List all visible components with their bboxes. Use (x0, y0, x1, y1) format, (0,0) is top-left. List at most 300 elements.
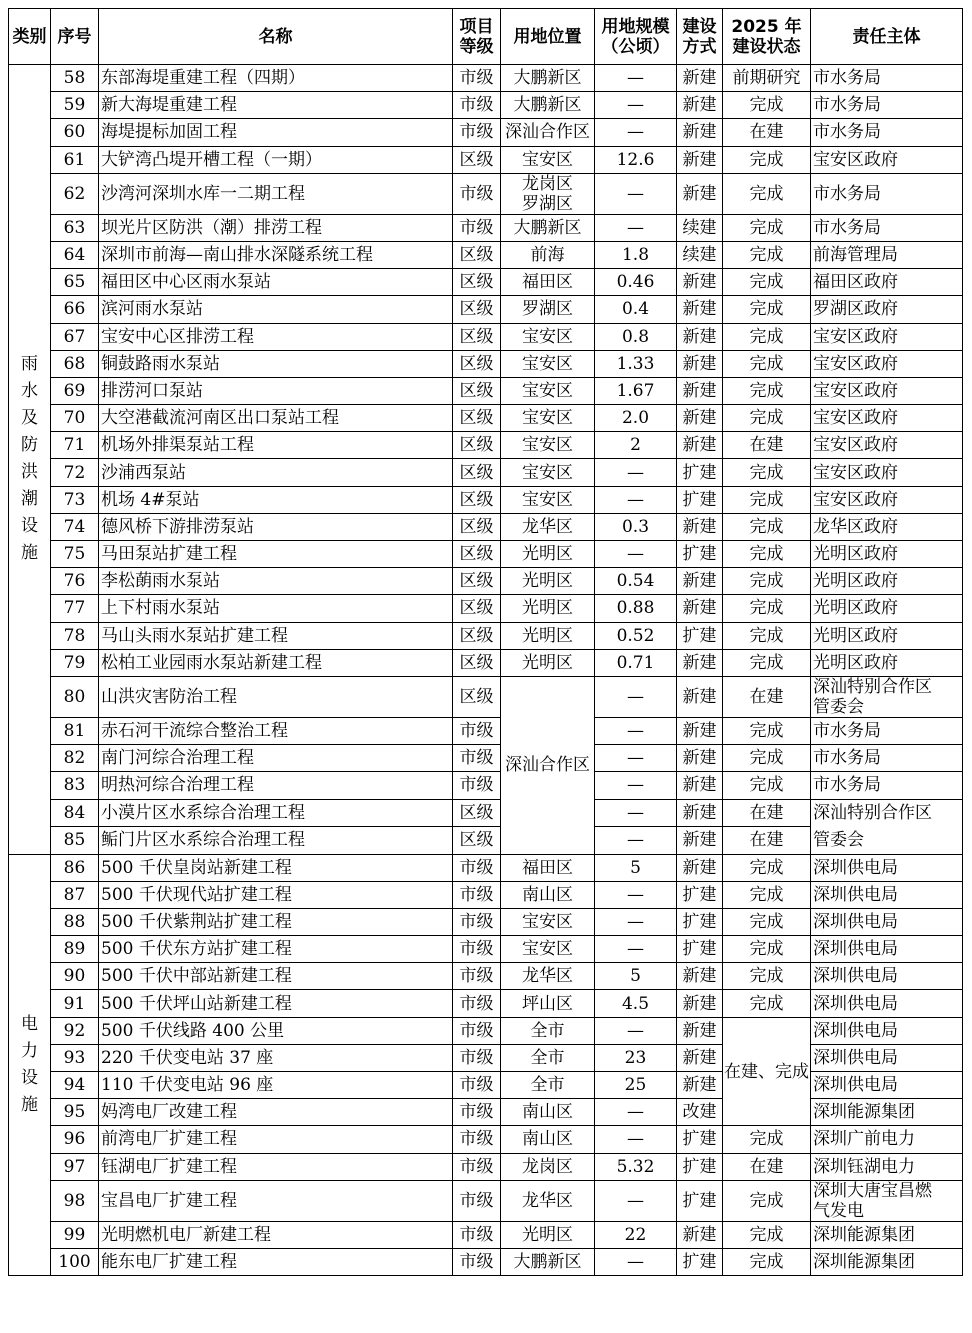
row-owner-line2: 气发电 (813, 1200, 864, 1221)
row-status: 完成 (723, 513, 811, 540)
row-scale: 0.8 (595, 323, 677, 350)
row-owner: 宝安区政府 (811, 377, 963, 404)
row-status: 完成 (723, 269, 811, 296)
row-method: 新建 (677, 119, 723, 146)
row-level: 区级 (453, 350, 501, 377)
row-owner-line1: 深圳大唐宝昌燃 (813, 1180, 932, 1201)
header-owner: 责任主体 (811, 9, 963, 65)
table-row (9, 513, 963, 540)
row-status: 在建 (723, 827, 811, 855)
row-scale: — (595, 214, 677, 241)
header-scale-line1: 用地规模 (601, 16, 670, 37)
row-status: 完成 (723, 622, 811, 649)
header-location: 用地位置 (501, 9, 595, 65)
row-scale: 2.0 (595, 405, 677, 432)
row-level: 市级 (453, 881, 501, 908)
row-status: 在建 (723, 119, 811, 146)
row-location: 光明区 (501, 649, 595, 676)
row-location: 光明区 (501, 568, 595, 595)
row-location: 大鹏新区 (501, 92, 595, 119)
row-location: 全市 (501, 1044, 595, 1071)
row-owner: 深圳钰湖电力 (811, 1153, 963, 1180)
row-location: 宝安区 (501, 405, 595, 432)
row-status: 完成 (723, 405, 811, 432)
row-index: 72 (51, 459, 99, 486)
row-index: 91 (51, 990, 99, 1017)
row-index: 60 (51, 119, 99, 146)
row-level: 区级 (453, 827, 501, 855)
row-index: 64 (51, 241, 99, 268)
row-status: 在建 (723, 676, 811, 717)
row-location: 光明区 (501, 595, 595, 622)
row-method: 扩建 (677, 936, 723, 963)
row-location: 大鹏新区 (501, 65, 595, 92)
row-index: 79 (51, 649, 99, 676)
row-status: 完成 (723, 595, 811, 622)
table-row (9, 936, 963, 963)
header-scale-line2: （公顷） (601, 36, 670, 57)
row-method: 新建 (677, 827, 723, 855)
header-level-line2: 等级 (459, 36, 494, 57)
row-level: 市级 (453, 119, 501, 146)
table-row (9, 269, 963, 296)
row-index: 70 (51, 405, 99, 432)
table-row (9, 119, 963, 146)
row-method: 新建 (677, 432, 723, 459)
row-owner: 深圳能源集团 (811, 1248, 963, 1275)
row-index: 73 (51, 486, 99, 513)
row-name: 500 千伏皇岗站新建工程 (99, 854, 453, 881)
row-index: 66 (51, 296, 99, 323)
row-location-line2: 罗湖区 (522, 193, 573, 214)
row-owner: 深圳供电局 (811, 854, 963, 881)
row-index: 96 (51, 1126, 99, 1153)
row-index: 69 (51, 377, 99, 404)
row-location: 前海 (501, 241, 595, 268)
row-owner: 光明区政府 (811, 622, 963, 649)
row-location: 南山区 (501, 1126, 595, 1153)
row-status: 完成 (723, 350, 811, 377)
category-flood (9, 65, 51, 855)
row-method: 扩建 (677, 622, 723, 649)
row-index: 77 (51, 595, 99, 622)
row-name: 滨河雨水泵站 (99, 296, 453, 323)
table-row (9, 717, 963, 744)
row-method: 新建 (677, 405, 723, 432)
row-owner: 宝安区政府 (811, 432, 963, 459)
row-status: 完成 (723, 486, 811, 513)
row-owner: 市水务局 (811, 173, 963, 214)
row-status: 完成 (723, 323, 811, 350)
row-name: 东部海堤重建工程（四期） (99, 65, 453, 92)
row-scale: 0.88 (595, 595, 677, 622)
row-index: 97 (51, 1153, 99, 1180)
row-name: 大空港截流河南区出口泵站工程 (99, 405, 453, 432)
row-owner: 深圳广前电力 (811, 1126, 963, 1153)
row-status: 在建 (723, 1153, 811, 1180)
row-index: 87 (51, 881, 99, 908)
row-name: 220 千伏变电站 37 座 (99, 1044, 453, 1071)
row-status: 完成 (723, 936, 811, 963)
table-row (9, 799, 963, 827)
row-level: 市级 (453, 963, 501, 990)
row-name: 铜鼓路雨水泵站 (99, 350, 453, 377)
row-location: 龙华区 (501, 963, 595, 990)
row-index: 90 (51, 963, 99, 990)
row-status: 完成 (723, 963, 811, 990)
row-scale: 1.33 (595, 350, 677, 377)
row-method: 新建 (677, 173, 723, 214)
row-level: 市级 (453, 214, 501, 241)
row-level: 市级 (453, 1248, 501, 1275)
row-location: 光明区 (501, 622, 595, 649)
table-row (9, 432, 963, 459)
row-level: 市级 (453, 92, 501, 119)
row-owner: 深圳供电局 (811, 963, 963, 990)
table-row (9, 323, 963, 350)
row-owner (811, 676, 963, 717)
row-owner: 市水务局 (811, 214, 963, 241)
row-status: 完成 (723, 745, 811, 772)
row-name: 钰湖电厂扩建工程 (99, 1153, 453, 1180)
row-index: 76 (51, 568, 99, 595)
table-row (9, 486, 963, 513)
row-name: 沙湾河深圳水库一二期工程 (99, 173, 453, 214)
row-owner (811, 1180, 963, 1221)
row-status: 完成 (723, 377, 811, 404)
row-index: 61 (51, 146, 99, 173)
row-index: 83 (51, 772, 99, 799)
row-level: 市级 (453, 1180, 501, 1221)
table-row (9, 92, 963, 119)
row-index: 58 (51, 65, 99, 92)
row-level: 市级 (453, 1126, 501, 1153)
row-scale: 22 (595, 1221, 677, 1248)
table-row (9, 296, 963, 323)
row-location: 南山区 (501, 1099, 595, 1126)
row-method: 续建 (677, 214, 723, 241)
row-location: 宝安区 (501, 459, 595, 486)
row-index: 85 (51, 827, 99, 855)
row-scale: 5 (595, 854, 677, 881)
row-index: 80 (51, 676, 99, 717)
row-location (501, 173, 595, 214)
row-method: 新建 (677, 1221, 723, 1248)
row-method: 扩建 (677, 908, 723, 935)
row-level: 市级 (453, 908, 501, 935)
category-power (9, 854, 51, 1276)
category-flood-label: 雨水及防洪潮设施 (21, 354, 38, 564)
row-scale: — (595, 486, 677, 513)
row-owner: 深圳能源集团 (811, 1221, 963, 1248)
row-scale: 1.8 (595, 241, 677, 268)
row-scale: 25 (595, 1072, 677, 1099)
row-level: 市级 (453, 936, 501, 963)
row-level: 市级 (453, 1221, 501, 1248)
row-owner: 罗湖区政府 (811, 296, 963, 323)
row-index: 95 (51, 1099, 99, 1126)
row-location: 宝安区 (501, 432, 595, 459)
header-scale (595, 9, 677, 65)
row-index: 82 (51, 745, 99, 772)
header-level (453, 9, 501, 65)
row-scale: — (595, 1099, 677, 1126)
row-status: 完成 (723, 881, 811, 908)
row-level: 市级 (453, 173, 501, 214)
row-method: 新建 (677, 1072, 723, 1099)
row-scale: — (595, 1248, 677, 1275)
row-name: 机场外排渠泵站工程 (99, 432, 453, 459)
row-index: 99 (51, 1221, 99, 1248)
row-level: 区级 (453, 541, 501, 568)
row-name: 福田区中心区雨水泵站 (99, 269, 453, 296)
row-owner: 深圳能源集团 (811, 1099, 963, 1126)
row-index: 84 (51, 799, 99, 827)
row-index: 92 (51, 1017, 99, 1044)
row-index: 86 (51, 854, 99, 881)
row-method: 新建 (677, 568, 723, 595)
table-row (9, 649, 963, 676)
row-level: 区级 (453, 513, 501, 540)
row-owner: 深圳供电局 (811, 990, 963, 1017)
table-row (9, 990, 963, 1017)
row-level: 市级 (453, 772, 501, 799)
row-owner: 市水务局 (811, 65, 963, 92)
row-method: 新建 (677, 676, 723, 717)
row-method: 扩建 (677, 459, 723, 486)
row-owner: 光明区政府 (811, 595, 963, 622)
row-method: 扩建 (677, 881, 723, 908)
row-scale: — (595, 676, 677, 717)
row-owner-line1: 深汕特别合作区 (813, 676, 932, 697)
row-scale: — (595, 119, 677, 146)
row-scale: 5 (595, 963, 677, 990)
row-method: 续建 (677, 241, 723, 268)
row-status: 完成 (723, 990, 811, 1017)
table-row (9, 1126, 963, 1153)
row-location: 大鹏新区 (501, 214, 595, 241)
row-status: 完成 (723, 1221, 811, 1248)
row-level: 市级 (453, 745, 501, 772)
row-name: 赤石河干流综合整治工程 (99, 717, 453, 744)
row-method: 新建 (677, 963, 723, 990)
row-method: 新建 (677, 649, 723, 676)
row-level: 市级 (453, 717, 501, 744)
header-row (9, 9, 963, 65)
table-row (9, 405, 963, 432)
row-index: 63 (51, 214, 99, 241)
table-row (9, 1017, 963, 1044)
row-status: 完成 (723, 146, 811, 173)
row-owner: 市水务局 (811, 119, 963, 146)
row-index: 74 (51, 513, 99, 540)
row-index: 68 (51, 350, 99, 377)
table-row (9, 772, 963, 799)
row-status: 完成 (723, 1126, 811, 1153)
row-name: 110 千伏变电站 96 座 (99, 1072, 453, 1099)
row-scale: — (595, 459, 677, 486)
row-name: 德风桥下游排涝泵站 (99, 513, 453, 540)
row-index: 100 (51, 1248, 99, 1275)
row-owner: 深圳供电局 (811, 908, 963, 935)
row-index: 78 (51, 622, 99, 649)
row-index: 59 (51, 92, 99, 119)
table-row (9, 146, 963, 173)
row-location: 宝安区 (501, 350, 595, 377)
row-location: 龙华区 (501, 513, 595, 540)
row-index: 94 (51, 1072, 99, 1099)
row-name: 明热河综合治理工程 (99, 772, 453, 799)
row-name: 马田泵站扩建工程 (99, 541, 453, 568)
row-scale: — (595, 1126, 677, 1153)
row-scale: — (595, 65, 677, 92)
table-row (9, 963, 963, 990)
row-scale: 1.67 (595, 377, 677, 404)
header-method-line2: 方式 (682, 36, 717, 57)
row-owner: 龙华区政府 (811, 513, 963, 540)
row-owner: 宝安区政府 (811, 350, 963, 377)
row-method: 扩建 (677, 486, 723, 513)
row-location: 光明区 (501, 1221, 595, 1248)
row-method: 新建 (677, 854, 723, 881)
row-owner-merged-line2: 管委会 (813, 829, 864, 850)
header-status (723, 9, 811, 65)
table-row (9, 65, 963, 92)
row-status: 完成 (723, 1248, 811, 1275)
table-row (9, 1072, 963, 1099)
row-name: 宝昌电厂扩建工程 (99, 1180, 453, 1221)
header-status-line1: 2025 年 (731, 16, 802, 37)
row-index: 98 (51, 1180, 99, 1221)
row-method: 扩建 (677, 1180, 723, 1221)
table-row (9, 541, 963, 568)
row-method: 新建 (677, 717, 723, 744)
row-method: 新建 (677, 350, 723, 377)
row-name: 排涝河口泵站 (99, 377, 453, 404)
row-name: 500 千伏现代站扩建工程 (99, 881, 453, 908)
row-owner: 宝安区政府 (811, 146, 963, 173)
row-location: 宝安区 (501, 377, 595, 404)
table-row (9, 745, 963, 772)
header-name: 名称 (99, 9, 453, 65)
row-method: 扩建 (677, 1126, 723, 1153)
row-scale: 0.54 (595, 568, 677, 595)
row-name: 500 千伏线路 400 公里 (99, 1017, 453, 1044)
row-method: 新建 (677, 323, 723, 350)
row-status: 完成 (723, 92, 811, 119)
row-name: 松柏工业园雨水泵站新建工程 (99, 649, 453, 676)
row-owner: 市水务局 (811, 745, 963, 772)
table-row (9, 1248, 963, 1275)
table-row (9, 1221, 963, 1248)
row-method: 扩建 (677, 1153, 723, 1180)
row-status-merged (723, 1017, 811, 1126)
row-owner-merged (811, 799, 963, 854)
row-owner: 光明区政府 (811, 541, 963, 568)
row-level: 市级 (453, 1099, 501, 1126)
row-method: 新建 (677, 595, 723, 622)
row-location: 全市 (501, 1072, 595, 1099)
row-method: 新建 (677, 990, 723, 1017)
table-row (9, 881, 963, 908)
row-method: 新建 (677, 377, 723, 404)
row-scale: — (595, 772, 677, 799)
row-owner: 宝安区政府 (811, 486, 963, 513)
row-name: 500 千伏中部站新建工程 (99, 963, 453, 990)
row-scale: — (595, 1180, 677, 1221)
row-scale: — (595, 908, 677, 935)
row-level: 区级 (453, 799, 501, 827)
row-location: 宝安区 (501, 908, 595, 935)
row-scale: — (595, 173, 677, 214)
row-index: 88 (51, 908, 99, 935)
row-name: 光明燃机电厂新建工程 (99, 1221, 453, 1248)
row-status: 完成 (723, 1180, 811, 1221)
row-owner: 宝安区政府 (811, 323, 963, 350)
row-level: 区级 (453, 269, 501, 296)
row-index: 81 (51, 717, 99, 744)
row-owner: 市水务局 (811, 92, 963, 119)
row-scale: — (595, 827, 677, 855)
row-scale: — (595, 92, 677, 119)
row-level: 区级 (453, 377, 501, 404)
row-location: 龙华区 (501, 1180, 595, 1221)
row-method: 新建 (677, 296, 723, 323)
table-row (9, 1153, 963, 1180)
row-name: 500 千伏紫荆站扩建工程 (99, 908, 453, 935)
row-status-merged-text: 在建、完成 (724, 1061, 809, 1082)
row-status: 在建 (723, 432, 811, 459)
row-level: 区级 (453, 568, 501, 595)
row-scale: — (595, 541, 677, 568)
header-level-line1: 项目 (459, 16, 494, 37)
row-owner-line2: 管委会 (813, 696, 864, 717)
row-owner: 深圳供电局 (811, 1072, 963, 1099)
table-row (9, 173, 963, 214)
row-location: 宝安区 (501, 936, 595, 963)
row-status: 完成 (723, 459, 811, 486)
row-index: 93 (51, 1044, 99, 1071)
row-location: 深汕合作区 (501, 119, 595, 146)
row-scale: — (595, 936, 677, 963)
row-location: 坪山区 (501, 990, 595, 1017)
table-row (9, 1099, 963, 1126)
row-index: 71 (51, 432, 99, 459)
row-name: 马山头雨水泵站扩建工程 (99, 622, 453, 649)
row-level: 区级 (453, 459, 501, 486)
header-category: 类别 (9, 9, 51, 65)
row-status: 完成 (723, 296, 811, 323)
row-scale: 0.3 (595, 513, 677, 540)
table-row (9, 1044, 963, 1071)
table-row (9, 568, 963, 595)
row-status: 完成 (723, 541, 811, 568)
header-method-line1: 建设 (682, 16, 717, 37)
row-level: 市级 (453, 1044, 501, 1071)
row-level: 市级 (453, 1017, 501, 1044)
table-row (9, 854, 963, 881)
row-name: 前湾电厂扩建工程 (99, 1126, 453, 1153)
header-index: 序号 (51, 9, 99, 65)
row-location: 福田区 (501, 269, 595, 296)
row-scale: 0.4 (595, 296, 677, 323)
table-row (9, 377, 963, 404)
row-index: 75 (51, 541, 99, 568)
table-row (9, 908, 963, 935)
row-level: 区级 (453, 405, 501, 432)
row-level: 区级 (453, 146, 501, 173)
row-status: 完成 (723, 568, 811, 595)
